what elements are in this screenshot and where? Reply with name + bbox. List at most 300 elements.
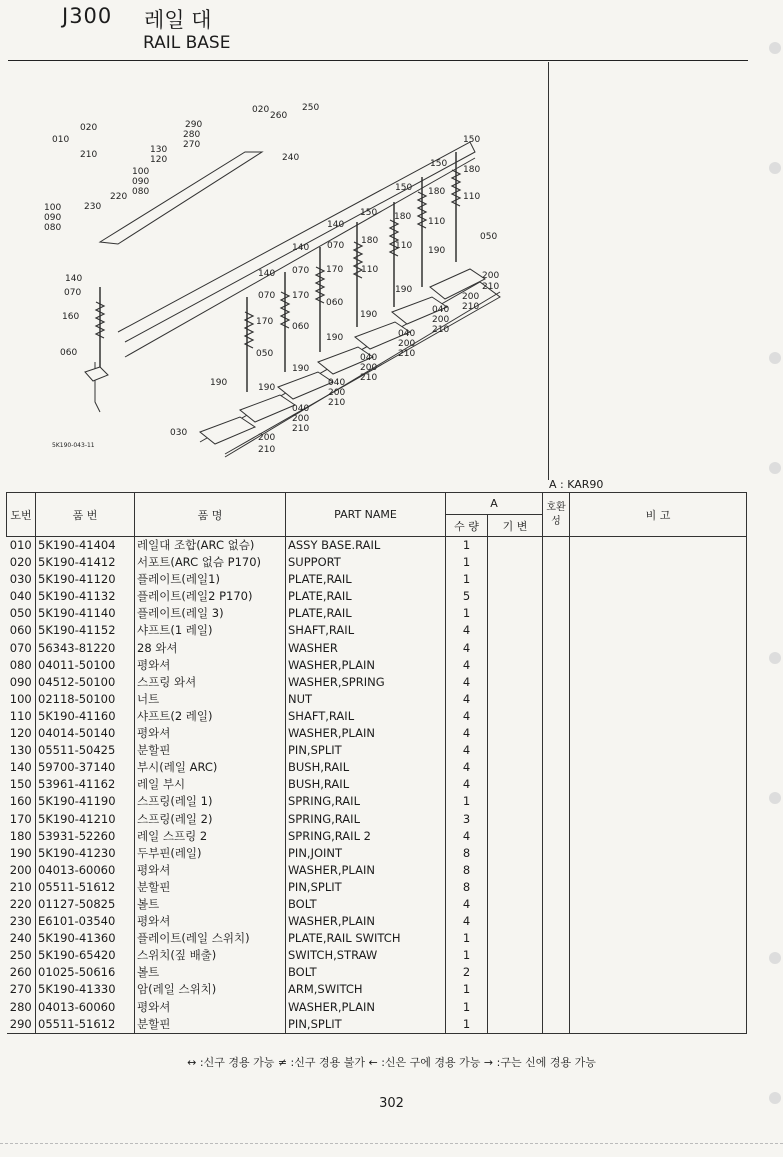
row-part-number: 04011-50100 (36, 657, 135, 674)
row-part-number: 59700-37140 (36, 759, 135, 776)
callout-label: 190 (428, 246, 446, 256)
row-no: 150 (7, 776, 36, 793)
row-compat (543, 742, 570, 759)
table-row (7, 537, 747, 555)
col-header-group-a: A (446, 493, 543, 515)
row-qty: 4 (446, 708, 488, 725)
row-name-en: SPRING,RAIL (286, 793, 446, 810)
row-part-number: E6101-03540 (36, 913, 135, 930)
table-row (7, 862, 747, 879)
row-compat (543, 571, 570, 588)
row-name-en: WASHER,PLAIN (286, 999, 446, 1016)
row-compat (543, 776, 570, 793)
row-qty: 4 (446, 759, 488, 776)
row-qty: 4 (446, 828, 488, 845)
callout-label: 040 (328, 378, 346, 388)
title-english: RAIL BASE (143, 33, 231, 53)
callout-label: 180 (428, 187, 446, 197)
callout-label: 220 (110, 192, 128, 202)
callout-label: 170 (292, 291, 310, 301)
table-row (7, 725, 747, 742)
callout-label: 070 (292, 266, 310, 276)
row-compat (543, 708, 570, 725)
callout-label: 150 (463, 135, 481, 145)
row-remarks (570, 640, 747, 657)
row-part-number: 05511-51612 (36, 879, 135, 896)
row-remarks (570, 999, 747, 1016)
row-no: 270 (7, 981, 36, 998)
row-qty: 4 (446, 622, 488, 639)
row-compat (543, 537, 570, 555)
row-remarks (570, 691, 747, 708)
row-part-number: 5K190-41190 (36, 793, 135, 810)
row-base (488, 657, 543, 674)
callout-label: 080 (132, 187, 150, 197)
row-part-number: 5K190-41210 (36, 811, 135, 828)
row-part-number: 5K190-41132 (36, 588, 135, 605)
callout-label: 110 (463, 192, 481, 202)
table-row (7, 742, 747, 759)
row-compat (543, 640, 570, 657)
row-name-en: SHAFT,RAIL (286, 622, 446, 639)
row-name-kr: 샤프트(2 레일) (135, 708, 286, 725)
row-name-kr: 플레이트(레일2 P170) (135, 588, 286, 605)
row-part-number: 5K190-41140 (36, 605, 135, 622)
row-name-en: WASHER,PLAIN (286, 862, 446, 879)
callout-label: 170 (256, 317, 274, 327)
row-name-kr: 두부핀(레일) (135, 845, 286, 862)
row-remarks (570, 981, 747, 998)
row-name-kr: 분할핀 (135, 879, 286, 896)
row-part-number: 53961-41162 (36, 776, 135, 793)
callout-label: 040 (432, 305, 450, 315)
row-no: 180 (7, 828, 36, 845)
callout-label: 270 (183, 140, 201, 150)
row-qty: 1 (446, 930, 488, 947)
row-name-en: WASHER,PLAIN (286, 725, 446, 742)
callout-label: 150 (360, 208, 378, 218)
row-part-number: 05511-50425 (36, 742, 135, 759)
row-remarks (570, 571, 747, 588)
row-name-en: WASHER (286, 640, 446, 657)
callout-label: 200 (258, 433, 276, 443)
row-base (488, 793, 543, 810)
row-name-en: NUT (286, 691, 446, 708)
callout-label: 190 (210, 378, 228, 388)
row-part-number: 56343-81220 (36, 640, 135, 657)
row-part-number: 5K190-41160 (36, 708, 135, 725)
callout-label: 160 (62, 312, 80, 322)
row-name-kr: 샤프트(1 레일) (135, 622, 286, 639)
row-qty: 1 (446, 554, 488, 571)
callout-label: 110 (428, 217, 446, 227)
row-part-number: 05511-51612 (36, 1016, 135, 1034)
callout-label: 120 (150, 155, 168, 165)
row-no: 170 (7, 811, 36, 828)
row-part-number: 04014-50140 (36, 725, 135, 742)
row-name-kr: 레일대 조합(ARC 없슴) (135, 537, 286, 555)
row-base (488, 930, 543, 947)
row-compat (543, 725, 570, 742)
row-name-kr: 28 와셔 (135, 640, 286, 657)
diagram-divider (548, 62, 549, 480)
row-remarks (570, 708, 747, 725)
callout-label: 260 (270, 111, 288, 121)
row-base (488, 691, 543, 708)
callout-label: 190 (292, 364, 310, 374)
callout-label: 090 (132, 177, 150, 187)
callout-label: 020 (252, 105, 270, 115)
callout-label: 200 (360, 363, 378, 373)
callout-label: 190 (258, 383, 276, 393)
callout-label: 060 (292, 322, 310, 332)
row-no: 230 (7, 913, 36, 930)
row-compat (543, 981, 570, 998)
callout-label: 180 (394, 212, 412, 222)
table-row (7, 828, 747, 845)
callout-label: 010 (52, 135, 70, 145)
table-row (7, 793, 747, 810)
table-row (7, 640, 747, 657)
row-no: 290 (7, 1016, 36, 1034)
row-no: 210 (7, 879, 36, 896)
table-row (7, 964, 747, 981)
row-compat (543, 930, 570, 947)
row-qty: 5 (446, 588, 488, 605)
row-base (488, 622, 543, 639)
row-no: 120 (7, 725, 36, 742)
row-qty: 4 (446, 742, 488, 759)
callout-label: 140 (258, 269, 276, 279)
row-base (488, 640, 543, 657)
row-part-number: 5K190-41330 (36, 981, 135, 998)
callout-label: 020 (80, 123, 98, 133)
row-qty: 1 (446, 793, 488, 810)
row-remarks (570, 759, 747, 776)
callout-label: 280 (183, 130, 201, 140)
row-name-en: PIN,JOINT (286, 845, 446, 862)
row-qty: 4 (446, 725, 488, 742)
row-name-en: BUSH,RAIL (286, 776, 446, 793)
callout-label: 060 (60, 348, 78, 358)
row-compat (543, 605, 570, 622)
callout-label: 140 (292, 243, 310, 253)
row-name-kr: 스프링(레일 1) (135, 793, 286, 810)
row-base (488, 981, 543, 998)
row-remarks (570, 554, 747, 571)
row-compat (543, 674, 570, 691)
row-name-kr: 부시(레일 ARC) (135, 759, 286, 776)
row-part-number: 5K190-41360 (36, 930, 135, 947)
row-name-en: SWITCH,STRAW (286, 947, 446, 964)
table-row (7, 588, 747, 605)
row-name-kr: 스프링(레일 2) (135, 811, 286, 828)
row-name-kr: 플레이트(레일 3) (135, 605, 286, 622)
callout-label: 040 (360, 353, 378, 363)
callout-label: 210 (80, 150, 98, 160)
callout-label: 250 (302, 103, 320, 113)
row-name-kr: 평와셔 (135, 999, 286, 1016)
row-qty: 1 (446, 571, 488, 588)
row-qty: 8 (446, 862, 488, 879)
callout-label: 110 (395, 241, 413, 251)
callout-label: 210 (328, 398, 346, 408)
row-remarks (570, 947, 747, 964)
callout-label: 210 (482, 282, 500, 292)
table-row (7, 571, 747, 588)
col-header-base: 기 변 (488, 515, 543, 537)
row-compat (543, 1016, 570, 1034)
row-qty: 1 (446, 981, 488, 998)
callout-label: 190 (326, 333, 344, 343)
table-row (7, 896, 747, 913)
callout-label: 100 (132, 167, 150, 177)
callout-label: 200 (482, 271, 500, 281)
row-compat (543, 554, 570, 571)
row-part-number: 5K190-41412 (36, 554, 135, 571)
row-name-en: WASHER,SPRING (286, 674, 446, 691)
table-row (7, 776, 747, 793)
diagram-code: 5K190-043-11 (52, 442, 95, 449)
row-qty: 1 (446, 537, 488, 555)
row-name-en: SPRING,RAIL (286, 811, 446, 828)
row-qty: 4 (446, 896, 488, 913)
row-qty: 4 (446, 674, 488, 691)
row-name-en: WASHER,PLAIN (286, 657, 446, 674)
table-row (7, 605, 747, 622)
row-name-en: BOLT (286, 964, 446, 981)
row-part-number: 5K190-65420 (36, 947, 135, 964)
row-base (488, 964, 543, 981)
row-qty: 8 (446, 879, 488, 896)
row-name-en: PLATE,RAIL (286, 588, 446, 605)
row-remarks (570, 896, 747, 913)
table-row (7, 1016, 747, 1034)
table-row (7, 947, 747, 964)
row-name-en: ARM,SWITCH (286, 981, 446, 998)
parts-table-body (7, 537, 747, 1034)
row-qty: 1 (446, 1016, 488, 1034)
row-no: 280 (7, 999, 36, 1016)
row-no: 250 (7, 947, 36, 964)
col-header-part-no: 품 번 (36, 493, 135, 537)
row-base (488, 554, 543, 571)
callout-label: 290 (185, 120, 203, 130)
table-row (7, 879, 747, 896)
title-korean: 레일 대 (144, 8, 212, 32)
callout-label: 090 (44, 213, 62, 223)
row-qty: 4 (446, 657, 488, 674)
callout-label: 210 (360, 373, 378, 383)
legend: ↔ :신구 경용 가능 ≠ :신구 경용 불가 ← :신은 구에 경용 가능 → :구는 신에 경용 가능 (187, 1056, 596, 1069)
row-no: 040 (7, 588, 36, 605)
callout-label: 100 (44, 203, 62, 213)
binder-hole (769, 1092, 781, 1104)
row-name-en: PIN,SPLIT (286, 1016, 446, 1034)
row-no: 010 (7, 537, 36, 555)
table-row (7, 811, 747, 828)
row-remarks (570, 862, 747, 879)
table-row (7, 674, 747, 691)
row-no: 100 (7, 691, 36, 708)
callout-label: 210 (398, 349, 416, 359)
exploded-parts-diagram (0, 62, 560, 462)
callout-label: 190 (395, 285, 413, 295)
table-row (7, 622, 747, 639)
row-compat (543, 828, 570, 845)
row-base (488, 999, 543, 1016)
row-part-number: 5K190-41230 (36, 845, 135, 862)
callout-label: 030 (170, 428, 188, 438)
row-no: 200 (7, 862, 36, 879)
row-no: 130 (7, 742, 36, 759)
row-name-kr: 볼트 (135, 896, 286, 913)
callout-label: 200 (398, 339, 416, 349)
col-header-name-en: PART NAME (286, 493, 446, 537)
callout-label: 070 (258, 291, 276, 301)
row-name-kr: 평와셔 (135, 913, 286, 930)
row-base (488, 845, 543, 862)
row-compat (543, 862, 570, 879)
row-name-kr: 볼트 (135, 964, 286, 981)
row-name-en: PLATE,RAIL (286, 571, 446, 588)
table-row (7, 981, 747, 998)
table-row (7, 657, 747, 674)
row-base (488, 828, 543, 845)
header-rule (8, 60, 748, 61)
row-qty: 1 (446, 605, 488, 622)
callout-label: 050 (480, 232, 498, 242)
callout-label: 170 (326, 265, 344, 275)
row-name-en: PIN,SPLIT (286, 879, 446, 896)
row-remarks (570, 793, 747, 810)
callout-label: 230 (84, 202, 102, 212)
row-base (488, 725, 543, 742)
col-header-remarks: 비 고 (570, 493, 747, 537)
callout-label: 050 (256, 349, 274, 359)
row-compat (543, 793, 570, 810)
callout-label: 140 (327, 220, 345, 230)
table-row (7, 691, 747, 708)
callout-label: 240 (282, 153, 300, 163)
row-base (488, 1016, 543, 1034)
row-name-en: PLATE,RAIL (286, 605, 446, 622)
binder-hole (769, 42, 781, 54)
binder-hole (769, 162, 781, 174)
row-qty: 2 (446, 964, 488, 981)
row-no: 020 (7, 554, 36, 571)
row-remarks (570, 845, 747, 862)
row-no: 110 (7, 708, 36, 725)
callout-label: 210 (432, 325, 450, 335)
callout-label: 070 (64, 288, 82, 298)
row-base (488, 759, 543, 776)
row-part-number: 01025-50616 (36, 964, 135, 981)
row-remarks (570, 537, 747, 555)
row-base (488, 571, 543, 588)
row-no: 030 (7, 571, 36, 588)
row-name-kr: 서포트(ARC 없슴 P170) (135, 554, 286, 571)
col-header-compat: 호환성 (543, 493, 570, 537)
row-name-kr: 분할핀 (135, 742, 286, 759)
row-base (488, 708, 543, 725)
row-base (488, 811, 543, 828)
callout-label: 080 (44, 223, 62, 233)
row-compat (543, 896, 570, 913)
row-name-kr: 레일 부시 (135, 776, 286, 793)
table-row (7, 999, 747, 1016)
row-name-kr: 너트 (135, 691, 286, 708)
row-remarks (570, 605, 747, 622)
row-base (488, 537, 543, 555)
row-name-en: SUPPORT (286, 554, 446, 571)
callout-label: 110 (361, 265, 379, 275)
row-part-number: 02118-50100 (36, 691, 135, 708)
row-name-kr: 스위치(짚 배출) (135, 947, 286, 964)
table-row (7, 759, 747, 776)
col-header-no: 도번 (7, 493, 36, 537)
callout-label: 190 (360, 310, 378, 320)
row-compat (543, 845, 570, 862)
row-base (488, 862, 543, 879)
row-name-en: SPRING,RAIL 2 (286, 828, 446, 845)
row-qty: 4 (446, 691, 488, 708)
col-header-qty: 수 량 (446, 515, 488, 537)
row-name-en: SHAFT,RAIL (286, 708, 446, 725)
row-compat (543, 947, 570, 964)
row-part-number: 5K190-41152 (36, 622, 135, 639)
row-qty: 4 (446, 913, 488, 930)
row-base (488, 674, 543, 691)
row-name-kr: 레일 스프링 2 (135, 828, 286, 845)
row-remarks (570, 776, 747, 793)
row-part-number: 53931-52260 (36, 828, 135, 845)
binder-hole (769, 652, 781, 664)
table-row (7, 913, 747, 930)
row-qty: 1 (446, 999, 488, 1016)
row-compat (543, 913, 570, 930)
row-remarks (570, 879, 747, 896)
row-no: 260 (7, 964, 36, 981)
bottom-rule (0, 1143, 783, 1144)
diagram-svg (0, 62, 560, 462)
row-name-en: PIN,SPLIT (286, 742, 446, 759)
section-code: J300 (62, 4, 113, 28)
row-base (488, 913, 543, 930)
row-base (488, 947, 543, 964)
note-a: A : KAR90 (549, 478, 604, 491)
row-name-kr: 플레이트(레일1) (135, 571, 286, 588)
row-name-en: PLATE,RAIL SWITCH (286, 930, 446, 947)
row-remarks (570, 657, 747, 674)
row-part-number: 5K190-41404 (36, 537, 135, 555)
table-row (7, 930, 747, 947)
row-name-kr: 평와셔 (135, 657, 286, 674)
page-number: 302 (379, 1096, 404, 1111)
callout-label: 180 (361, 236, 379, 246)
row-name-kr: 암(레일 스위치) (135, 981, 286, 998)
row-base (488, 742, 543, 759)
callout-label: 150 (395, 183, 413, 193)
row-qty: 8 (446, 845, 488, 862)
row-name-en: ASSY BASE.RAIL (286, 537, 446, 555)
row-no: 190 (7, 845, 36, 862)
row-part-number: 04013-60060 (36, 999, 135, 1016)
row-name-kr: 분할핀 (135, 1016, 286, 1034)
row-name-en: BOLT (286, 896, 446, 913)
row-compat (543, 964, 570, 981)
col-header-name-kr: 품 명 (135, 493, 286, 537)
